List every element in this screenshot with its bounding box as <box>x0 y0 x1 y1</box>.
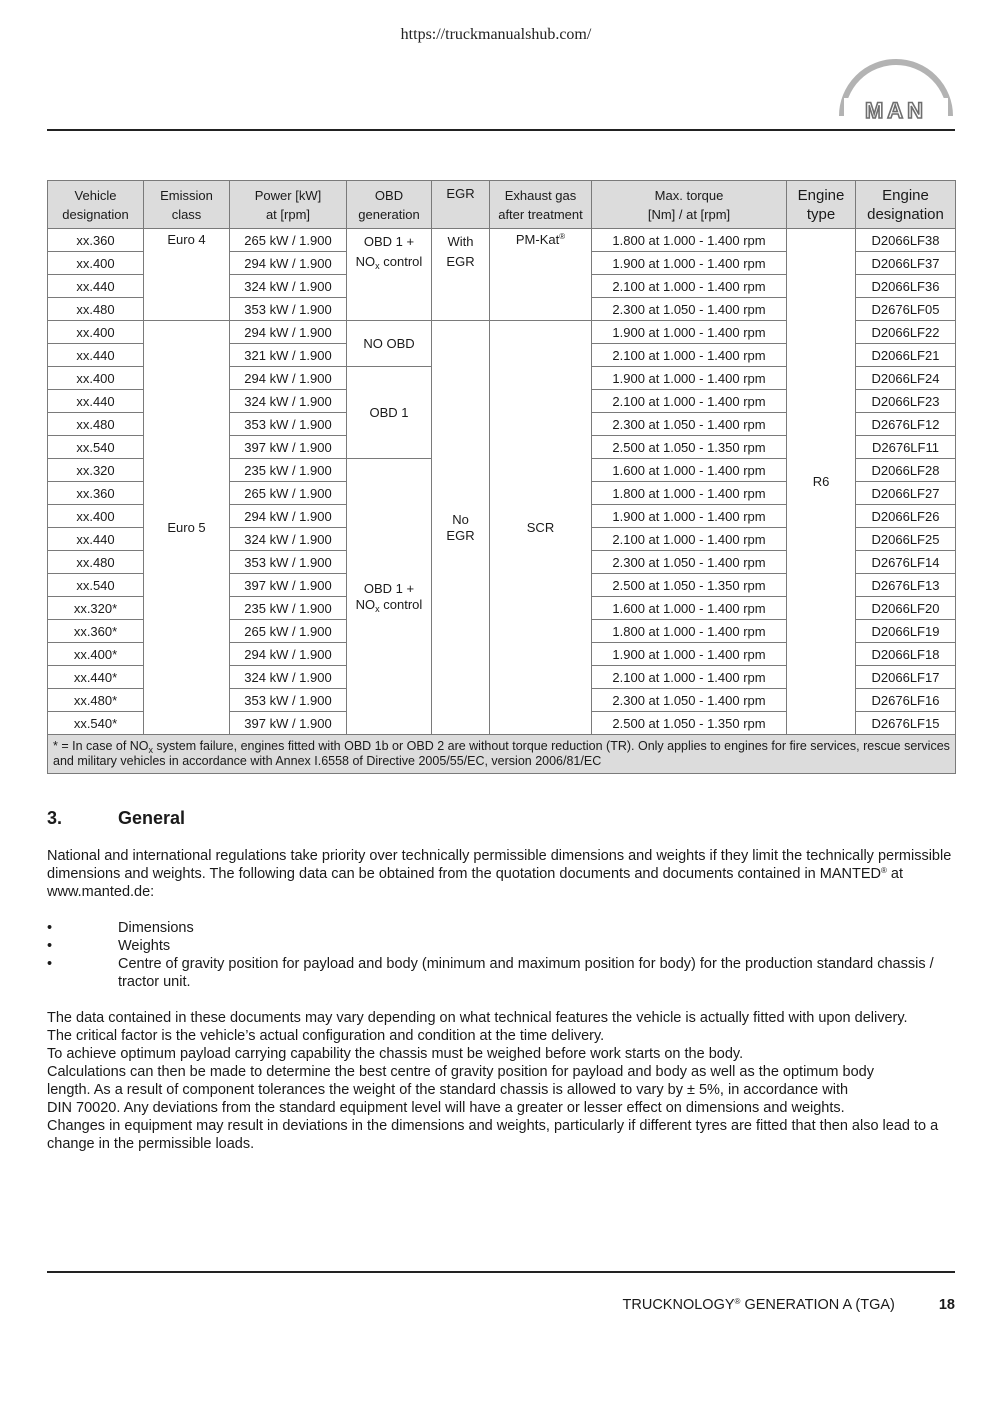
engine-designation-cell: D2676LF05 <box>856 298 956 321</box>
man-logo <box>836 54 956 124</box>
power-cell: 265 kW / 1.900 <box>230 482 347 505</box>
engine-designation-cell: D2676LF14 <box>856 551 956 574</box>
table-footnote-row <box>48 735 956 774</box>
torque-cell: 1.800 at 1.000 - 1.400 rpm <box>592 620 787 643</box>
torque-cell: 1.800 at 1.000 - 1.400 rpm <box>592 482 787 505</box>
egr-cell-with: With EGR <box>432 229 490 321</box>
exhaust-cell-scr: SCR <box>490 321 592 735</box>
obd-cell-obd1-nox-euro5: OBD 1 + $NO_x$ control <box>347 459 432 735</box>
table-row <box>48 229 956 252</box>
power-cell: 397 kW / 1.900 <box>230 712 347 735</box>
vehicle-cell: xx.440* <box>48 666 144 689</box>
bullet-icon: • <box>47 920 53 936</box>
vehicle-cell: xx.360 <box>48 229 144 252</box>
col-header-engine-type: Engine type <box>787 181 856 229</box>
vehicle-cell: xx.400 <box>48 505 144 528</box>
torque-cell: 1.800 at 1.000 - 1.400 rpm <box>592 229 787 252</box>
section-title: General <box>118 808 186 828</box>
logo-text: MAN <box>864 98 928 123</box>
exhaust-cell-pmkat: PM-Kat® <box>490 229 592 321</box>
torque-cell: 2.100 at 1.000 - 1.400 rpm <box>592 344 787 367</box>
power-cell: 353 kW / 1.900 <box>230 689 347 712</box>
engine-spec-table <box>47 180 956 774</box>
power-cell: 294 kW / 1.900 <box>230 367 347 390</box>
vehicle-cell: xx.320* <box>48 597 144 620</box>
source-url[interactable]: https://truckmanualshub.com/ <box>400 26 592 43</box>
engine-designation-cell: D2066LF26 <box>856 505 956 528</box>
vehicle-cell: xx.400 <box>48 252 144 275</box>
vehicle-cell: xx.480 <box>48 413 144 436</box>
vehicle-cell: xx.540 <box>48 436 144 459</box>
power-cell: 397 kW / 1.900 <box>230 436 347 459</box>
body-paragraph: The data contained in these documents may vary depending on what technical features the vehicle is actually fitted with upon delivery. The critical factor is the vehicle’s actual configuration and condition at the time delivery. To achieve optimum payload carrying capability the chassis must be weighed before work starts on the body. Calculations can then be made to determine the best centre of gravity position for payload and body as well as the optimum body length. As a result of component tolerances the weight of the standard chassis is allowed to vary by ± 5%, in accordance with DIN 70020. Any deviations from the standard equipment level will have a greater or lesser effect on dimensions and weights. Changes in equipment may result in deviations in the dimensions and weights, particularly if different tyres are fitted that then also lead to a change in the permissible loads. <box>47 1010 939 1152</box>
vehicle-cell: xx.480 <box>48 551 144 574</box>
vehicle-cell: xx.540 <box>48 574 144 597</box>
col-header-exhaust: Exhaust gas after treatment <box>490 181 592 229</box>
vehicle-cell: xx.400 <box>48 367 144 390</box>
power-cell: 235 kW / 1.900 <box>230 597 347 620</box>
section-heading <box>47 808 185 829</box>
torque-cell: 2.300 at 1.050 - 1.400 rpm <box>592 689 787 712</box>
list-item: • Weights <box>47 938 171 954</box>
engine-designation-cell: D2066LF37 <box>856 252 956 275</box>
bullet-list <box>47 919 957 991</box>
torque-cell: 2.100 at 1.000 - 1.400 rpm <box>592 666 787 689</box>
torque-cell: 1.600 at 1.000 - 1.400 rpm <box>592 597 787 620</box>
list-item: • Dimensions <box>47 920 194 936</box>
emission-cell-euro4: Euro 4 <box>144 229 230 321</box>
torque-cell: 1.900 at 1.000 - 1.400 rpm <box>592 252 787 275</box>
power-cell: 324 kW / 1.900 <box>230 390 347 413</box>
engine-designation-cell: D2066LF38 <box>856 229 956 252</box>
vehicle-cell: xx.480* <box>48 689 144 712</box>
footer-rule <box>47 1271 955 1273</box>
engine-designation-cell: D2066LF27 <box>856 482 956 505</box>
engine-designation-cell: D2066LF23 <box>856 390 956 413</box>
table-footnote: * = In case of $NO_x$ system failure, engines fitted with OBD 1b or OBD 2 are without torque reduction (TR). Only applies to engines for fire services, rescue services and military vehicles in accordance with Annex I.6558 of Directive 2005/55/EC, version 2006/81/EC <box>48 735 956 774</box>
engine-designation-cell: D2066LF36 <box>856 275 956 298</box>
torque-cell: 2.300 at 1.050 - 1.400 rpm <box>592 298 787 321</box>
power-cell: 265 kW / 1.900 <box>230 620 347 643</box>
intro-paragraph: National and international regulations take priority over technically permissible dimensions and weights if they limit the technically permissible dimensions and weights. The following data can be obtained from the quotation documents and documents contained in MANTED® at www.manted.de: <box>47 848 952 900</box>
engine-designation-cell: D2066LF18 <box>856 643 956 666</box>
power-cell: 324 kW / 1.900 <box>230 275 347 298</box>
power-cell: 294 kW / 1.900 <box>230 321 347 344</box>
power-cell: 353 kW / 1.900 <box>230 298 347 321</box>
torque-cell: 2.500 at 1.050 - 1.350 rpm <box>592 574 787 597</box>
torque-cell: 2.100 at 1.000 - 1.400 rpm <box>592 390 787 413</box>
col-header-egr: EGR <box>432 181 490 229</box>
vehicle-cell: xx.400* <box>48 643 144 666</box>
emission-cell-euro5: Euro 5 <box>144 321 230 735</box>
power-cell: 324 kW / 1.900 <box>230 528 347 551</box>
torque-cell: 1.600 at 1.000 - 1.400 rpm <box>592 459 787 482</box>
header-rule <box>47 129 955 131</box>
obd-cell-obd1-nox: OBD 1 + $NO_x$ control <box>347 229 432 321</box>
engine-designation-cell: D2676LF11 <box>856 436 956 459</box>
torque-cell: 2.300 at 1.050 - 1.400 rpm <box>592 413 787 436</box>
power-cell: 353 kW / 1.900 <box>230 413 347 436</box>
engine-designation-cell: D2066LF22 <box>856 321 956 344</box>
list-item: • Centre of gravity position for payload and body (minimum and maximum position for body) for the production standard chassis / tractor unit. <box>47 956 934 990</box>
vehicle-cell: xx.360* <box>48 620 144 643</box>
vehicle-cell: xx.320 <box>48 459 144 482</box>
col-header-vehicle: Vehicle designation <box>48 181 144 229</box>
col-header-emission: Emission class <box>144 181 230 229</box>
vehicle-cell: xx.540* <box>48 712 144 735</box>
engine-designation-cell: D2676LF16 <box>856 689 956 712</box>
col-header-engine-designation: Engine designation <box>856 181 956 229</box>
engine-designation-cell: D2066LF17 <box>856 666 956 689</box>
engine-designation-cell: D2066LF25 <box>856 528 956 551</box>
torque-cell: 2.500 at 1.050 - 1.350 rpm <box>592 712 787 735</box>
engine-designation-cell: D2066LF24 <box>856 367 956 390</box>
torque-cell: 2.100 at 1.000 - 1.400 rpm <box>592 275 787 298</box>
engine-designation-cell: D2066LF20 <box>856 597 956 620</box>
page-footer <box>0 1297 955 1313</box>
vehicle-cell: xx.440 <box>48 528 144 551</box>
col-header-torque: Max. torque [Nm] / at [rpm] <box>592 181 787 229</box>
engine-type-cell: R6 <box>787 229 856 735</box>
engine-designation-cell: D2676LF13 <box>856 574 956 597</box>
power-cell: 294 kW / 1.900 <box>230 643 347 666</box>
torque-cell: 1.900 at 1.000 - 1.400 rpm <box>592 367 787 390</box>
page-number: 18 <box>938 1297 955 1313</box>
torque-cell: 2.500 at 1.050 - 1.350 rpm <box>592 436 787 459</box>
vehicle-cell: xx.440 <box>48 275 144 298</box>
torque-cell: 1.900 at 1.000 - 1.400 rpm <box>592 321 787 344</box>
vehicle-cell: xx.400 <box>48 321 144 344</box>
section-number: 3. <box>47 808 63 828</box>
torque-cell: 1.900 at 1.000 - 1.400 rpm <box>592 505 787 528</box>
power-cell: 294 kW / 1.900 <box>230 252 347 275</box>
egr-cell-no: No EGR <box>432 321 490 735</box>
obd-cell-no-obd: NO OBD <box>347 321 432 367</box>
engine-designation-cell: D2676LF15 <box>856 712 956 735</box>
power-cell: 321 kW / 1.900 <box>230 344 347 367</box>
engine-designation-cell: D2066LF19 <box>856 620 956 643</box>
table-header-row <box>48 181 956 229</box>
power-cell: 235 kW / 1.900 <box>230 459 347 482</box>
footer-title: TRUCKNOLOGY® GENERATION A (TGA) <box>622 1297 895 1313</box>
engine-designation-cell: D2066LF28 <box>856 459 956 482</box>
power-cell: 324 kW / 1.900 <box>230 666 347 689</box>
vehicle-cell: xx.480 <box>48 298 144 321</box>
power-cell: 294 kW / 1.900 <box>230 505 347 528</box>
power-cell: 397 kW / 1.900 <box>230 574 347 597</box>
engine-designation-cell: D2066LF21 <box>856 344 956 367</box>
torque-cell: 1.900 at 1.000 - 1.400 rpm <box>592 643 787 666</box>
col-header-obd: OBD generation <box>347 181 432 229</box>
torque-cell: 2.300 at 1.050 - 1.400 rpm <box>592 551 787 574</box>
power-cell: 353 kW / 1.900 <box>230 551 347 574</box>
col-header-power: Power [kW] at [rpm] <box>230 181 347 229</box>
obd-cell-obd1: OBD 1 <box>347 367 432 459</box>
power-cell: 265 kW / 1.900 <box>230 229 347 252</box>
engine-designation-cell: D2676LF12 <box>856 413 956 436</box>
vehicle-cell: xx.440 <box>48 344 144 367</box>
vehicle-cell: xx.440 <box>48 390 144 413</box>
vehicle-cell: xx.360 <box>48 482 144 505</box>
torque-cell: 2.100 at 1.000 - 1.400 rpm <box>592 528 787 551</box>
bullet-icon: • <box>47 956 53 972</box>
bullet-icon: • <box>47 938 53 954</box>
